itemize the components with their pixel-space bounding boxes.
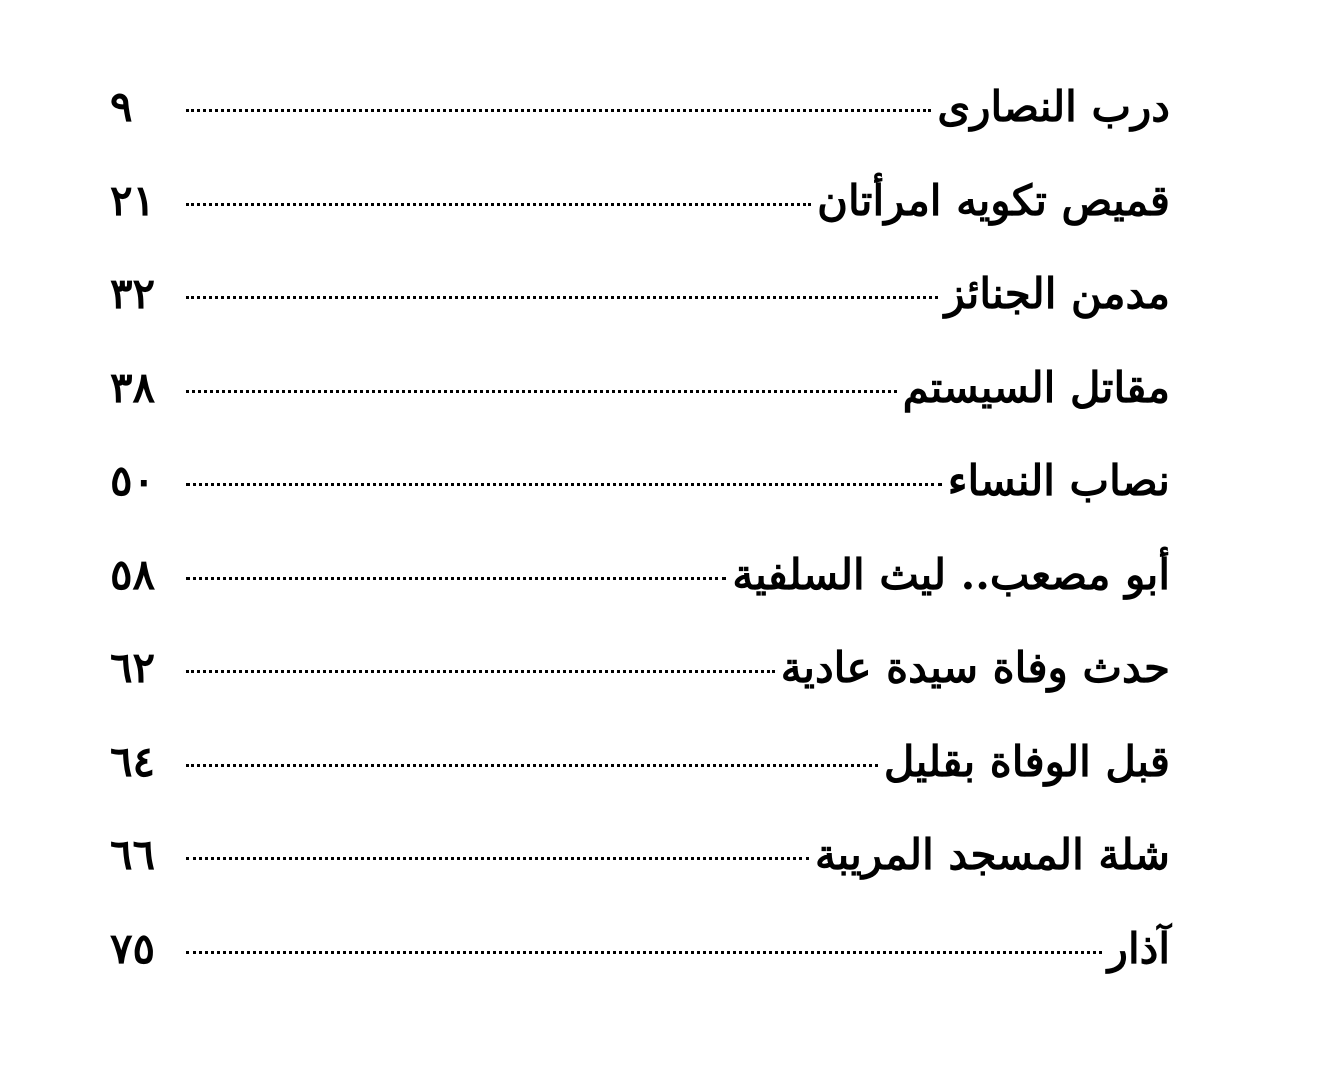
dot-leader — [186, 764, 878, 767]
entry-title: شلة المسجد المريبة — [814, 830, 1170, 879]
toc-entry[interactable] — [110, 621, 1170, 715]
page-number: ٥٨ — [110, 549, 156, 599]
toc-entry[interactable] — [110, 715, 1170, 809]
toc-entry[interactable] — [110, 808, 1170, 902]
page-number: ٦٢ — [110, 643, 156, 692]
dot-leader — [186, 857, 809, 860]
dot-leader — [186, 203, 811, 206]
toc-entry[interactable] — [110, 247, 1170, 341]
toc-entry[interactable] — [110, 902, 1170, 996]
toc-entry[interactable] — [110, 434, 1170, 528]
table-of-contents — [110, 60, 1170, 995]
entry-title: آذار — [1107, 923, 1170, 973]
entry-title: أبو مصعب.. ليث السلفية — [732, 549, 1170, 599]
page-number: ٩ — [110, 82, 133, 131]
entry-title: مدمن الجنائز — [944, 269, 1170, 318]
toc-entry[interactable] — [110, 60, 1170, 154]
entry-title: درب النصارى — [937, 82, 1170, 131]
entry-title: مقاتل السيستم — [902, 362, 1170, 412]
dot-leader — [186, 390, 897, 393]
dot-leader — [186, 577, 726, 580]
entry-title: قبل الوفاة بقليل — [883, 736, 1170, 786]
dot-leader — [186, 109, 931, 112]
entry-title: حدث وفاة سيدة عادية — [780, 643, 1170, 692]
entry-title: قميص تكويه امرأتان — [817, 175, 1170, 225]
page-number: ٦٦ — [110, 830, 156, 879]
dot-leader — [186, 483, 942, 486]
toc-entry[interactable] — [110, 341, 1170, 435]
dot-leader — [186, 951, 1102, 954]
dot-leader — [186, 670, 775, 673]
toc-entry[interactable] — [110, 154, 1170, 248]
page-number: ٧٥ — [110, 923, 156, 973]
page-number: ٦٤ — [110, 736, 156, 786]
page-number: ٣٢ — [110, 269, 156, 318]
page-number: ٢١ — [110, 175, 156, 225]
page-number: ٣٨ — [110, 362, 156, 412]
entry-title: نصاب النساء — [947, 456, 1170, 505]
dot-leader — [186, 296, 938, 299]
page-number: ٥٠ — [110, 456, 156, 505]
toc-entry[interactable] — [110, 528, 1170, 622]
